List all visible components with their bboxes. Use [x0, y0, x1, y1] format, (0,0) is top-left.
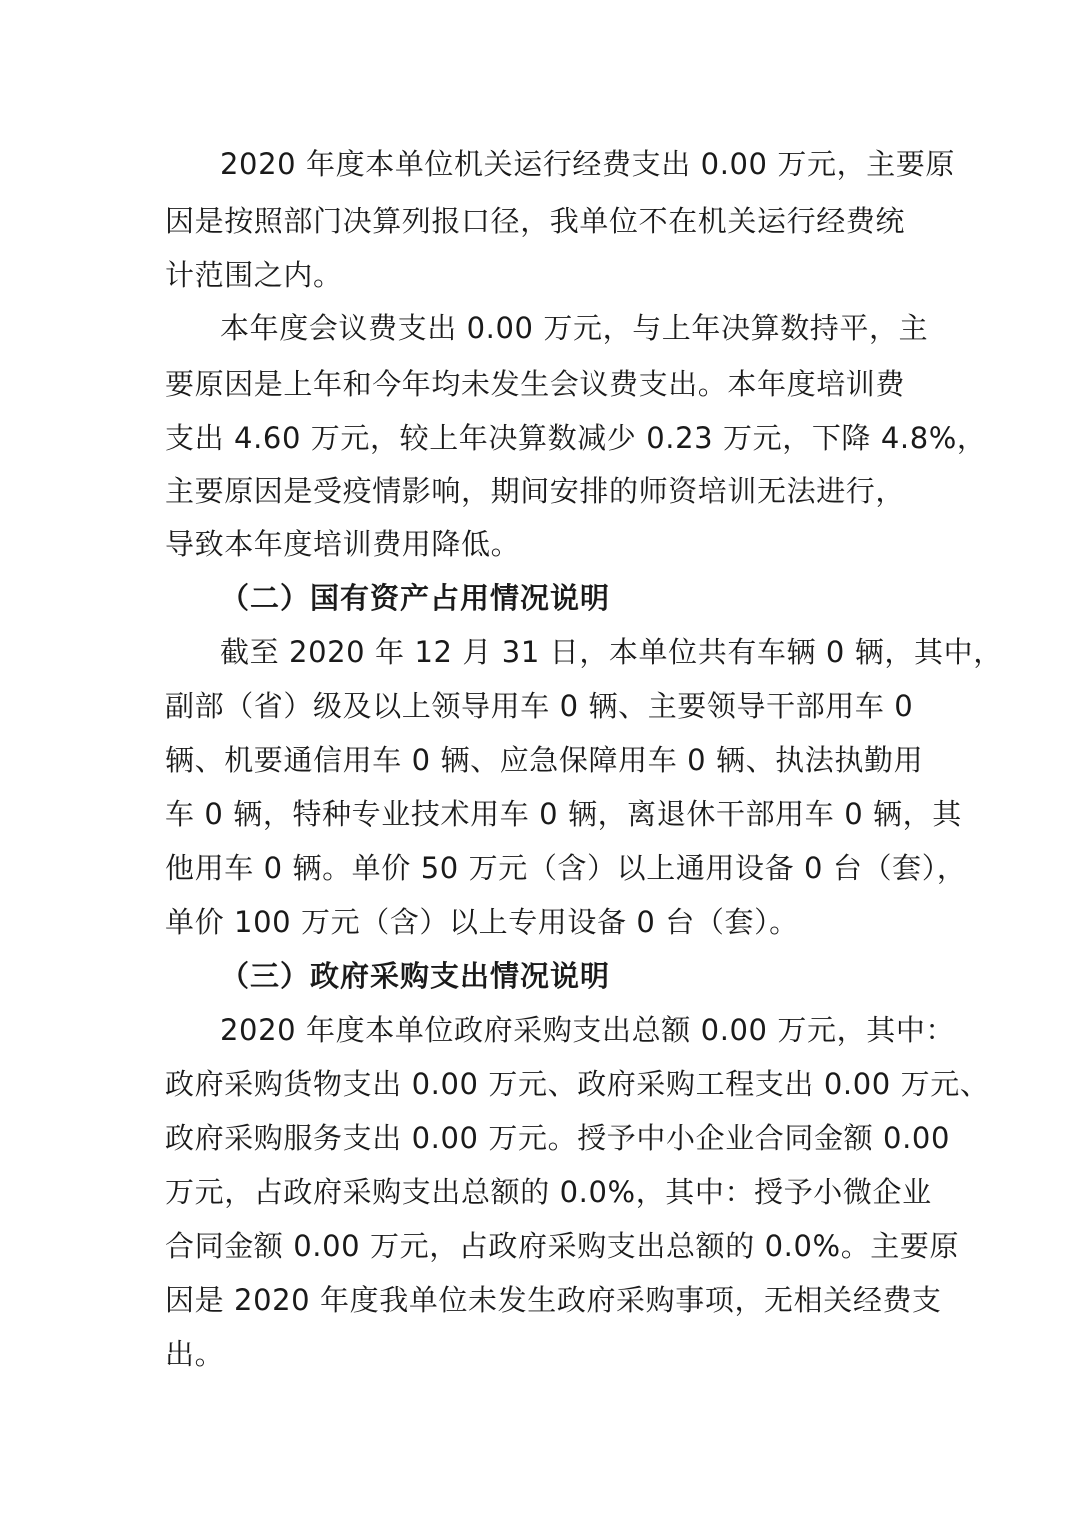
text-line: 车 0 辆，特种专业技术用车 0 辆，离退休干部用车 0 辆，其 — [165, 797, 962, 831]
text-line: 合同金额 0.00 万元，占政府采购支出总额的 0.0%。主要原 — [165, 1229, 960, 1263]
text-line: 因是按照部门决算列报口径，我单位不在机关运行经费统 — [165, 204, 906, 238]
text-line: 2020 年度本单位机关运行经费支出 0.00 万元，主要原 — [220, 147, 956, 181]
text-line: 政府采购货物支出 0.00 万元、政府采购工程支出 0.00 万元、 — [165, 1067, 990, 1101]
section-heading: （三）政府采购支出情况说明 — [220, 959, 611, 993]
section-heading: （二）国有资产占用情况说明 — [220, 581, 611, 615]
text-line: 截至 2020 年 12 月 31 日，本单位共有车辆 0 辆，其中， — [220, 635, 1003, 669]
text-line: 政府采购服务支出 0.00 万元。授予中小企业合同金额 0.00 — [165, 1121, 950, 1155]
text-line: 要原因是上年和今年均未发生会议费支出。本年度培训费 — [165, 367, 906, 401]
text-line: 出。 — [165, 1337, 225, 1371]
text-line: 导致本年度培训费用降低。 — [165, 527, 521, 561]
text-line: 单价 100 万元（含）以上专用设备 0 台（套）。 — [165, 905, 799, 939]
text-line: 辆、机要通信用车 0 辆、应急保障用车 0 辆、执法执勤用 — [165, 743, 924, 777]
text-line: 因是 2020 年度我单位未发生政府采购事项，无相关经费支 — [165, 1283, 942, 1317]
text-line: 万元，占政府采购支出总额的 0.0%，其中：授予小微企业 — [165, 1175, 932, 1209]
text-line: 他用车 0 辆。单价 50 万元（含）以上通用设备 0 台（套）， — [165, 851, 967, 885]
text-line: 本年度会议费支出 0.00 万元，与上年决算数持平，主 — [220, 311, 929, 345]
text-line: 计范围之内。 — [165, 258, 343, 292]
text-line: 主要原因是受疫情影响，期间安排的师资培训无法进行， — [165, 474, 906, 508]
text-line: 副部（省）级及以上领导用车 0 辆、主要领导干部用车 0 — [165, 689, 914, 723]
text-line: 2020 年度本单位政府采购支出总额 0.00 万元，其中： — [220, 1013, 956, 1047]
text-line: 支出 4.60 万元，较上年决算数减少 0.23 万元，下降 4.8%， — [165, 421, 987, 455]
